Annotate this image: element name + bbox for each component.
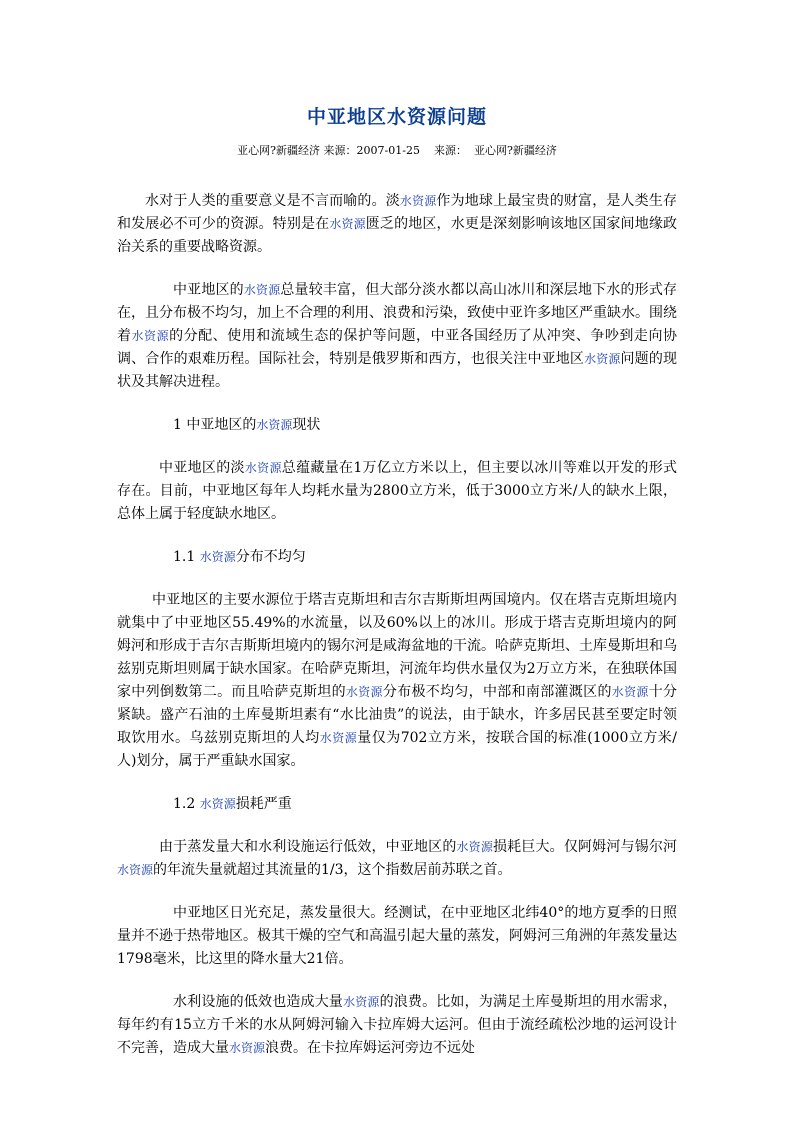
keyword-link: 水资源: [229, 1041, 266, 1055]
paragraph-text: 现状: [292, 417, 321, 433]
keyword-link: 水资源: [199, 550, 236, 564]
paragraph-text: 的浪费。比如，为满足土库曼斯坦的用水需求，每年约有15立方千米的水从阿姆河输入卡拉库姆大运河。但由于流经疏松沙地的运河设计不完善，造成大量: [117, 994, 677, 1056]
keyword-link: 水资源: [399, 194, 437, 208]
keyword-link: 水资源: [584, 352, 621, 366]
paragraph: [117, 836, 677, 882]
keyword-link: 水资源: [199, 797, 236, 811]
meta-source-label: 来源：: [433, 144, 467, 157]
paragraph-text: 1 中亚地区的: [173, 417, 257, 433]
paragraph-text: 中亚地区的: [173, 282, 244, 298]
keyword-link: 水资源: [243, 283, 281, 297]
meta-source-value: 亚心网?新疆经济: [473, 144, 557, 157]
section-heading: [117, 414, 677, 437]
paragraph-text: 分布不均匀: [235, 549, 306, 565]
meta-prefix: 亚心网?新疆经济 来源：2007-01-25: [237, 144, 420, 157]
paragraph-text: 的年流失量就超过其流量的1/3，这个指数居前苏联之首。: [153, 862, 512, 878]
keyword-link: 水资源: [456, 840, 493, 854]
paragraph-text: 匮乏的地区，水更是深刻影响该地区国家间地缘政治关系的重要战略资源。: [117, 216, 678, 255]
paragraph-text: 作为地球上最宝贵的财富，是人类生存和发展必不可少的资源。特别是在: [117, 193, 678, 232]
paragraph: [117, 991, 677, 1060]
paragraph-text: 中亚地区的淡: [159, 460, 245, 476]
section-heading: [117, 793, 677, 816]
keyword-link: 水资源: [117, 863, 154, 877]
paragraph-text: 由于蒸发量大和水利设施运行低效，中亚地区的: [159, 839, 457, 855]
paragraph: [117, 902, 677, 971]
paragraph-text: 分布极不均匀，中部和南部灌溉区的: [382, 684, 612, 700]
keyword-link: 水资源: [131, 329, 170, 343]
paragraph-text: 中亚地区的主要水源位于塔吉克斯坦和吉尔吉斯斯坦两国境内。仅在塔吉克斯坦境内就集中了中亚地区55.49%的水流量，以及60%以上的冰川。形成于塔吉克斯坦境内的阿姆河和形成于吉尔吉斯斯坦境内的锡尔河是咸海盆地的干流。哈萨克斯坦、土库曼斯坦和乌兹别克斯坦则属于缺水国家。在哈萨克斯坦，河流年均供水量仅为2万立方米，在独联体国家中列倒数第二。而且哈萨克斯坦的: [117, 592, 677, 700]
keyword-link: 水资源: [343, 995, 380, 1009]
paragraph-text: 总量较丰富，但大部分淡水都以高山冰川和深层地下水的形式存在，且分布极不均匀，加上不合理的利用、浪费和污染，致使中亚许多地区严重缺水。围绕着: [117, 282, 677, 344]
paragraph-text: 损耗巨大。仅阿姆河与锡尔河: [493, 839, 677, 855]
keyword-link: 水资源: [345, 685, 383, 699]
section-heading: [117, 546, 677, 569]
paragraph-text: 量仅为702立方米，按联合国的标准(1000立方米/人)划分，属于严重缺水国家。: [117, 730, 678, 769]
paragraph-text: 1.1: [173, 549, 200, 565]
page-title: 中亚地区水资源问题: [306, 106, 487, 128]
paragraph: [117, 457, 677, 526]
paragraph: [117, 589, 677, 773]
paragraph: [117, 279, 677, 394]
article-meta: [117, 143, 677, 159]
keyword-link: 水资源: [611, 685, 649, 699]
paragraph-text: 问题的现状及其解决进程。: [117, 351, 677, 390]
paragraph-text: 损耗严重: [235, 796, 292, 812]
paragraph-text: 浪费。在卡拉库姆运河旁边不远处: [265, 1040, 476, 1056]
article-body: [117, 190, 677, 1080]
keyword-link: 水资源: [329, 217, 366, 231]
paragraph-text: 中亚地区日光充足，蒸发量很大。经测试，在中亚地区北纬40°的地方夏季的日照量并不逊于热带地区。极其干燥的空气和高温引起大量的蒸发，阿姆河三角洲的年蒸发量达1798毫米，比这里的降水量大21倍。: [117, 905, 677, 967]
paragraph-text: 1.2: [173, 796, 200, 812]
keyword-link: 水资源: [319, 731, 358, 745]
paragraph-text: 总蕴藏量在1万亿立方米以上，但主要以冰川等难以开发的形式存在。目前，中亚地区每年人均耗水量为2800立方米，低于3000立方米/人的缺水上限，总体上属于轻度缺水地区。: [117, 460, 678, 522]
keyword-link: 水资源: [244, 461, 282, 475]
paragraph-text: 十分紧缺。盛产石油的土库曼斯坦素有“水比油贵”的说法，由于缺水，许多居民甚至要定时领取饮用水。乌兹别克斯坦的人均: [117, 684, 677, 746]
paragraph-text: 水对于人类的重要意义是不言而喻的。淡: [145, 193, 400, 209]
paragraph-text: 水利设施的低效也造成大量: [173, 994, 344, 1010]
paragraph-text: 的分配、使用和流域生态的保护等问题，中亚各国经历了从冲突、争吵到走向协调、合作的艰难历程。国际社会，特别是俄罗斯和西方，也很关注中亚地区: [117, 328, 677, 367]
paragraph: [117, 190, 677, 259]
keyword-link: 水资源: [256, 418, 293, 432]
